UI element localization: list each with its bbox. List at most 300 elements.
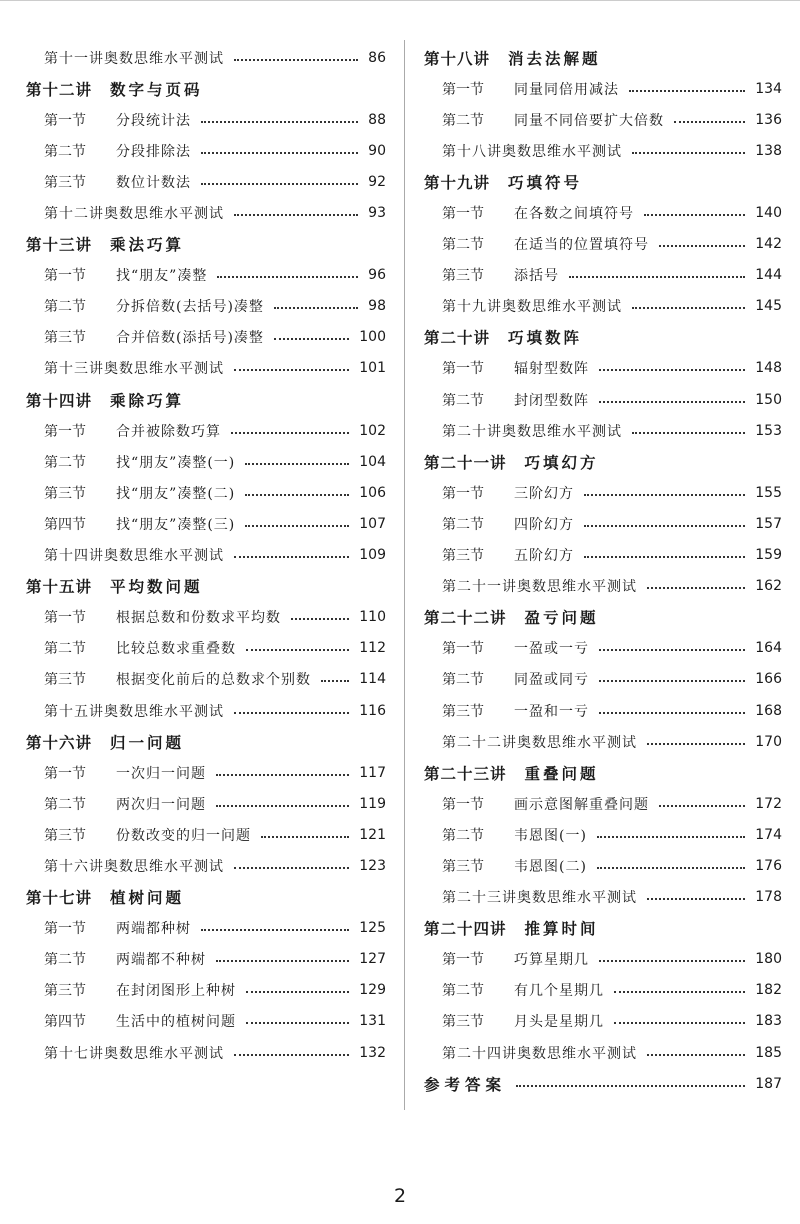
page-ref: 112 xyxy=(359,640,386,657)
section-number: 第一节 xyxy=(44,610,86,627)
chapter-heading xyxy=(26,882,386,913)
chapter-heading xyxy=(26,571,386,602)
toc-section-entry[interactable] xyxy=(424,975,782,1006)
section-number: 第二节 xyxy=(44,641,86,658)
page-ref: 176 xyxy=(755,857,782,874)
page-ref: 178 xyxy=(755,889,782,906)
section-title: 一盈和一亏 xyxy=(514,703,589,720)
dot-leader xyxy=(599,369,745,371)
section-title: 找“朋友”凑整(三) xyxy=(116,516,236,533)
dot-leader xyxy=(569,276,745,278)
dot-leader xyxy=(234,369,349,371)
dot-leader xyxy=(234,712,349,714)
toc-section-entry[interactable] xyxy=(26,913,386,944)
chapter-title: 盈亏问题 xyxy=(524,609,599,628)
dot-leader xyxy=(614,991,745,993)
toc-section-entry[interactable] xyxy=(26,508,386,539)
section-number: 第二节 xyxy=(442,112,484,129)
dot-leader xyxy=(659,245,745,247)
toc-section-entry[interactable] xyxy=(424,540,782,571)
page-ref: 96 xyxy=(368,267,386,284)
toc-section-entry[interactable] xyxy=(26,633,386,664)
section-number: 第三节 xyxy=(442,858,484,875)
section-title: 在封闭图形上种树 xyxy=(116,983,236,1000)
dot-leader xyxy=(647,743,745,745)
section-title: 一盈或一亏 xyxy=(514,641,589,658)
chapter-number: 第十五讲 xyxy=(26,578,93,597)
dot-leader xyxy=(245,494,349,496)
toc-section-entry[interactable] xyxy=(424,788,782,819)
chapter-heading xyxy=(424,913,782,944)
dot-leader xyxy=(599,401,745,403)
section-number: 第一节 xyxy=(44,765,86,782)
dot-leader xyxy=(234,214,358,216)
section-number: 第三节 xyxy=(442,548,484,565)
toc-right-rows xyxy=(424,42,782,1068)
toc-section-entry[interactable] xyxy=(26,975,386,1006)
page-ref: 109 xyxy=(359,547,386,564)
dot-leader xyxy=(201,121,358,123)
page-ref: 174 xyxy=(755,826,782,843)
page-ref: 162 xyxy=(755,578,782,595)
dot-leader xyxy=(274,307,358,309)
section-title: 韦恩图(一) xyxy=(514,827,587,844)
dot-leader xyxy=(632,152,745,154)
section-title: 找“朋友”凑整 xyxy=(116,268,208,285)
test-title: 第十九讲奥数思维水平测试 xyxy=(442,299,622,316)
toc-section-entry[interactable] xyxy=(424,477,782,508)
dot-leader xyxy=(261,836,349,838)
dot-leader xyxy=(674,121,745,123)
toc-section-entry[interactable] xyxy=(26,757,386,788)
toc-test-entry[interactable] xyxy=(424,1037,782,1068)
toc-section-entry[interactable] xyxy=(424,944,782,975)
dot-leader xyxy=(245,463,349,465)
page-ref: 88 xyxy=(368,111,386,128)
toc-right-column xyxy=(424,42,782,1099)
dot-leader xyxy=(246,649,349,651)
section-number: 第一节 xyxy=(44,112,86,129)
page-ref: 102 xyxy=(359,422,386,439)
section-title: 五阶幻方 xyxy=(514,548,574,565)
page-ref: 127 xyxy=(359,951,386,968)
section-title: 封闭型数阵 xyxy=(514,392,589,409)
chapter-title: 数字与页码 xyxy=(110,80,203,99)
section-title: 生活中的植树问题 xyxy=(116,1014,236,1031)
page-ref: 134 xyxy=(755,80,782,97)
page-ref: 155 xyxy=(755,484,782,501)
toc-section-entry[interactable] xyxy=(26,322,386,353)
page-ref: 90 xyxy=(368,142,386,159)
page-ref: 150 xyxy=(755,391,782,408)
section-title: 月头是星期几 xyxy=(514,1014,604,1031)
toc-section-entry[interactable] xyxy=(424,850,782,881)
toc-section-entry[interactable] xyxy=(26,602,386,633)
toc-test-entry[interactable] xyxy=(424,726,782,757)
section-number: 第三节 xyxy=(442,703,484,720)
section-number: 第一节 xyxy=(442,796,484,813)
toc-section-entry[interactable] xyxy=(26,446,386,477)
page-ref: 138 xyxy=(755,142,782,159)
page-ref: 117 xyxy=(359,764,386,781)
dot-leader xyxy=(234,59,358,61)
section-number: 第二节 xyxy=(44,454,86,471)
chapter-number: 第十三讲 xyxy=(26,236,93,255)
page-ref: 129 xyxy=(359,982,386,999)
page-ref: 131 xyxy=(359,1013,386,1030)
dot-leader xyxy=(234,1054,349,1056)
dot-leader xyxy=(516,1085,745,1087)
section-number: 第一节 xyxy=(442,81,484,98)
page-ref: 110 xyxy=(359,609,386,626)
toc-section-entry[interactable] xyxy=(424,104,782,135)
toc-section-entry[interactable] xyxy=(424,633,782,664)
page-ref: 148 xyxy=(755,360,782,377)
section-title: 在各数之间填符号 xyxy=(514,206,634,223)
toc-section-entry[interactable] xyxy=(424,197,782,228)
test-title: 第十八讲奥数思维水平测试 xyxy=(442,143,622,160)
chapter-number: 第十七讲 xyxy=(26,889,93,908)
answers-page: 187 xyxy=(755,1075,782,1092)
toc-section-entry[interactable] xyxy=(26,260,386,291)
test-title: 第十四讲奥数思维水平测试 xyxy=(44,548,224,565)
page-ref: 159 xyxy=(755,547,782,564)
toc-section-entry[interactable] xyxy=(26,664,386,695)
section-title: 两端都种树 xyxy=(116,921,191,938)
chapter-heading xyxy=(424,322,782,353)
toc-test-entry[interactable] xyxy=(424,571,782,602)
toc-section-entry[interactable] xyxy=(424,664,782,695)
dot-leader xyxy=(246,1022,349,1024)
section-number: 第三节 xyxy=(44,827,86,844)
page-ref: 164 xyxy=(755,640,782,657)
toc-section-entry[interactable] xyxy=(26,1006,386,1037)
test-title: 第二十二讲奥数思维水平测试 xyxy=(442,734,637,751)
section-number: 第一节 xyxy=(442,361,484,378)
page-ref: 166 xyxy=(755,671,782,688)
chapter-title: 重叠问题 xyxy=(524,764,599,783)
dot-leader xyxy=(321,680,349,682)
section-title: 四阶幻方 xyxy=(514,516,574,533)
toc-test-entry[interactable] xyxy=(26,353,386,384)
page-ref: 144 xyxy=(755,267,782,284)
toc-section-entry[interactable] xyxy=(26,788,386,819)
chapter-heading xyxy=(424,602,782,633)
section-title: 根据总数和份数求平均数 xyxy=(116,610,281,627)
chapter-number: 第二十四讲 xyxy=(424,920,507,939)
dot-leader xyxy=(274,338,349,340)
dot-leader xyxy=(644,214,745,216)
toc-section-entry[interactable] xyxy=(26,415,386,446)
chapter-number: 第十二讲 xyxy=(26,80,93,99)
page-ref: 121 xyxy=(359,826,386,843)
section-number: 第四节 xyxy=(44,516,86,533)
chapter-heading xyxy=(26,73,386,104)
dot-leader xyxy=(647,587,745,589)
dot-leader xyxy=(632,307,745,309)
dot-leader xyxy=(201,152,358,154)
toc-left-column xyxy=(26,42,386,1068)
page-ref: 142 xyxy=(755,236,782,253)
test-title: 第十五讲奥数思维水平测试 xyxy=(44,703,224,720)
page-ref: 182 xyxy=(755,982,782,999)
toc-section-entry[interactable] xyxy=(424,695,782,726)
section-title: 合并被除数巧算 xyxy=(116,423,221,440)
page-ref: 86 xyxy=(368,49,386,66)
section-number: 第二节 xyxy=(44,143,86,160)
chapter-number: 第二十三讲 xyxy=(424,764,507,783)
section-number: 第三节 xyxy=(442,1014,484,1031)
section-title: 两次归一问题 xyxy=(116,796,206,813)
dot-leader xyxy=(201,183,358,185)
page-ref: 183 xyxy=(755,1013,782,1030)
section-number: 第一节 xyxy=(442,952,484,969)
page-border xyxy=(0,0,800,1)
section-title: 添括号 xyxy=(514,268,559,285)
toc-test-entry[interactable] xyxy=(424,291,782,322)
chapter-number: 第十四讲 xyxy=(26,391,93,410)
toc-test-entry[interactable] xyxy=(424,882,782,913)
section-number: 第一节 xyxy=(442,206,484,223)
page-ref: 92 xyxy=(368,173,386,190)
section-number: 第一节 xyxy=(44,423,86,440)
section-title: 韦恩图(二) xyxy=(514,858,587,875)
dot-leader xyxy=(216,774,349,776)
dot-leader xyxy=(234,867,349,869)
section-title: 找“朋友”凑整(二) xyxy=(116,485,236,502)
test-title: 第十七讲奥数思维水平测试 xyxy=(44,1045,224,1062)
section-title: 合并倍数(添括号)凑整 xyxy=(116,330,264,347)
section-number: 第二节 xyxy=(442,983,484,1000)
section-number: 第二节 xyxy=(442,827,484,844)
toc-test-entry[interactable] xyxy=(424,415,782,446)
dot-leader xyxy=(599,649,745,651)
section-title: 分段统计法 xyxy=(116,112,191,129)
dot-leader xyxy=(201,929,349,931)
dot-leader xyxy=(231,432,349,434)
page-ref: 145 xyxy=(755,298,782,315)
chapter-title: 乘除巧算 xyxy=(110,391,185,410)
dot-leader xyxy=(217,276,358,278)
chapter-heading xyxy=(26,726,386,757)
chapter-title: 巧填幻方 xyxy=(524,453,599,472)
toc-section-entry[interactable] xyxy=(424,353,782,384)
section-title: 三阶幻方 xyxy=(514,485,574,502)
dot-leader xyxy=(597,836,745,838)
test-title: 第二十三讲奥数思维水平测试 xyxy=(442,890,637,907)
page-ref: 153 xyxy=(755,422,782,439)
dot-leader xyxy=(584,556,745,558)
answers-label: 参考答案 xyxy=(424,1075,507,1094)
page-ref: 185 xyxy=(755,1044,782,1061)
dot-leader xyxy=(599,680,745,682)
chapter-number: 第二十二讲 xyxy=(424,609,507,628)
page-ref: 140 xyxy=(755,205,782,222)
page-ref: 107 xyxy=(359,515,386,532)
section-number: 第二节 xyxy=(44,952,86,969)
chapter-heading xyxy=(26,229,386,260)
section-title: 有几个星期几 xyxy=(514,983,604,1000)
page-ref: 125 xyxy=(359,920,386,937)
chapter-heading xyxy=(424,446,782,477)
dot-leader xyxy=(291,618,349,620)
section-title: 在适当的位置填符号 xyxy=(514,237,649,254)
chapter-title: 巧填符号 xyxy=(508,173,583,192)
section-number: 第一节 xyxy=(442,641,484,658)
toc-section-entry[interactable] xyxy=(424,229,782,260)
page-ref: 170 xyxy=(755,733,782,750)
dot-leader xyxy=(599,960,745,962)
chapter-heading xyxy=(424,757,782,788)
section-number: 第三节 xyxy=(44,672,86,689)
page-number: 2 xyxy=(393,1185,407,1207)
toc-test-entry[interactable] xyxy=(26,850,386,881)
test-title: 第十六讲奥数思维水平测试 xyxy=(44,858,224,875)
toc-test-entry[interactable] xyxy=(26,540,386,571)
dot-leader xyxy=(245,525,349,527)
section-title: 一次归一问题 xyxy=(116,765,206,782)
test-title: 第十一讲奥数思维水平测试 xyxy=(44,50,224,67)
test-title: 第十二讲奥数思维水平测试 xyxy=(44,206,224,223)
page-ref: 172 xyxy=(755,795,782,812)
dot-leader xyxy=(599,712,745,714)
toc-section-entry[interactable] xyxy=(424,260,782,291)
section-number: 第三节 xyxy=(44,174,86,191)
section-number: 第三节 xyxy=(442,268,484,285)
dot-leader xyxy=(584,525,745,527)
dot-leader xyxy=(647,1054,745,1056)
section-title: 分拆倍数(去括号)凑整 xyxy=(116,299,264,316)
section-number: 第二节 xyxy=(44,299,86,316)
chapter-number: 第二十讲 xyxy=(424,329,491,348)
page-ref: 98 xyxy=(368,298,386,315)
column-divider xyxy=(404,40,405,1110)
chapter-number: 第二十一讲 xyxy=(424,453,507,472)
chapter-heading xyxy=(424,42,782,73)
section-number: 第一节 xyxy=(442,485,484,502)
section-number: 第二节 xyxy=(442,672,484,689)
dot-leader xyxy=(216,805,349,807)
toc-section-entry[interactable] xyxy=(26,819,386,850)
dot-leader xyxy=(216,960,349,962)
toc-section-entry[interactable] xyxy=(26,291,386,322)
toc-test-entry[interactable] xyxy=(26,197,386,228)
section-number: 第二节 xyxy=(44,796,86,813)
dot-leader xyxy=(647,898,745,900)
chapter-title: 植树问题 xyxy=(110,889,185,908)
chapter-title: 推算时间 xyxy=(524,920,599,939)
chapter-heading xyxy=(26,384,386,415)
section-number: 第一节 xyxy=(44,921,86,938)
section-title: 根据变化前后的总数求个别数 xyxy=(116,672,311,689)
toc-section-entry[interactable] xyxy=(424,384,782,415)
chapter-title: 归一问题 xyxy=(110,733,185,752)
toc-section-entry[interactable] xyxy=(424,73,782,104)
page-ref: 123 xyxy=(359,857,386,874)
chapter-heading xyxy=(424,166,782,197)
dot-leader xyxy=(614,1022,745,1024)
chapter-title: 消去法解题 xyxy=(508,49,601,68)
chapter-number: 第十六讲 xyxy=(26,733,93,752)
section-title: 巧算星期几 xyxy=(514,952,589,969)
section-number: 第一节 xyxy=(44,268,86,285)
section-number: 第三节 xyxy=(44,330,86,347)
toc-section-entry[interactable] xyxy=(26,166,386,197)
section-number: 第四节 xyxy=(44,1014,86,1031)
chapter-number: 第十九讲 xyxy=(424,173,491,192)
section-number: 第二节 xyxy=(442,237,484,254)
test-title: 第二十四讲奥数思维水平测试 xyxy=(442,1045,637,1062)
toc-test-entry[interactable] xyxy=(424,135,782,166)
toc-section-entry[interactable] xyxy=(26,135,386,166)
toc-test-entry[interactable] xyxy=(26,42,386,73)
dot-leader xyxy=(629,90,745,92)
test-title: 第十三讲奥数思维水平测试 xyxy=(44,361,224,378)
page-ref: 136 xyxy=(755,111,782,128)
page-ref: 180 xyxy=(755,951,782,968)
toc-section-entry[interactable] xyxy=(424,819,782,850)
page-ref: 132 xyxy=(359,1044,386,1061)
section-number: 第三节 xyxy=(44,485,86,502)
page-ref: 157 xyxy=(755,515,782,532)
section-number: 第二节 xyxy=(442,392,484,409)
chapter-title: 乘法巧算 xyxy=(110,236,185,255)
section-title: 同盈或同亏 xyxy=(514,672,589,689)
page-ref: 93 xyxy=(368,205,386,222)
page-ref: 119 xyxy=(359,795,386,812)
section-title: 同量不同倍要扩大倍数 xyxy=(514,112,664,129)
page-ref: 106 xyxy=(359,484,386,501)
toc-section-entry[interactable] xyxy=(424,508,782,539)
section-title: 两端都不种树 xyxy=(116,952,206,969)
chapter-number: 第十八讲 xyxy=(424,49,491,68)
chapter-title: 巧填数阵 xyxy=(508,329,583,348)
page-ref: 104 xyxy=(359,453,386,470)
section-title: 份数改变的归一问题 xyxy=(116,827,251,844)
dot-leader xyxy=(632,432,745,434)
section-title: 辐射型数阵 xyxy=(514,361,589,378)
section-title: 分段排除法 xyxy=(116,143,191,160)
section-title: 数位计数法 xyxy=(116,174,191,191)
dot-leader xyxy=(584,494,745,496)
page-ref: 168 xyxy=(755,702,782,719)
section-number: 第二节 xyxy=(442,516,484,533)
dot-leader xyxy=(597,867,745,869)
page-ref: 100 xyxy=(359,329,386,346)
toc-section-entry[interactable] xyxy=(26,477,386,508)
chapter-title: 平均数问题 xyxy=(110,578,203,597)
section-title: 比较总数求重叠数 xyxy=(116,641,236,658)
page-ref: 114 xyxy=(359,671,386,688)
answers-entry[interactable] xyxy=(424,1068,782,1099)
dot-leader xyxy=(659,805,745,807)
test-title: 第二十讲奥数思维水平测试 xyxy=(442,423,622,440)
toc-test-entry[interactable] xyxy=(26,695,386,726)
section-number: 第三节 xyxy=(44,983,86,1000)
section-title: 同量同倍用减法 xyxy=(514,81,619,98)
section-title: 找“朋友”凑整(一) xyxy=(116,454,236,471)
toc-section-entry[interactable] xyxy=(424,1006,782,1037)
toc-section-entry[interactable] xyxy=(26,104,386,135)
dot-leader xyxy=(234,556,349,558)
dot-leader xyxy=(246,991,349,993)
test-title: 第二十一讲奥数思维水平测试 xyxy=(442,579,637,596)
toc-test-entry[interactable] xyxy=(26,1037,386,1068)
page-ref: 116 xyxy=(359,702,386,719)
toc-section-entry[interactable] xyxy=(26,944,386,975)
page-ref: 101 xyxy=(359,360,386,377)
section-title: 画示意图解重叠问题 xyxy=(514,796,649,813)
